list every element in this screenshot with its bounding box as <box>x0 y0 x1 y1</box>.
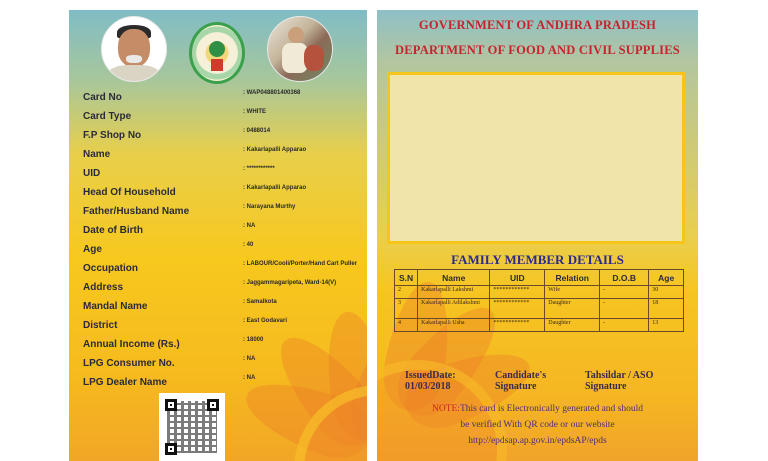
department-title: DEPARTMENT OF FOOD AND CIVIL SUPPLIES <box>395 43 680 57</box>
verification-note: NOTE:This card is Electronically generated and should be verified With QR code or our website http://epdsap.ap.gov.in/epdsAP/epds <box>377 401 698 449</box>
table-header-row <box>395 270 684 286</box>
candidate-signature: Candidate's Signature <box>495 370 547 392</box>
ration-card-back <box>377 10 698 461</box>
government-title: GOVERNMENT OF ANDHRA PRADESH <box>418 18 657 32</box>
field-head-of-household: Head Of Household : Kakarlapalli Apparao <box>83 187 363 206</box>
field-name: Name : Kakarlapalli Apparao <box>83 149 363 168</box>
col-sn: S.N <box>395 270 418 286</box>
field-uid: UID : ************ <box>83 168 363 187</box>
epds-website-link[interactable]: http://epdsap.ap.gov.in/epdsAP/epds <box>468 436 607 446</box>
cardholder-details <box>83 92 363 396</box>
col-name: Name <box>418 270 490 286</box>
qr-code <box>159 393 225 461</box>
field-card-no: Card No : WAP048801400368 <box>83 92 363 111</box>
field-district: District : East Godavari <box>83 320 363 339</box>
family-member-table <box>394 269 684 332</box>
field-annual-income: Annual Income (Rs.) : 18000 <box>83 339 363 358</box>
field-date-of-birth: Date of Birth : NA <box>83 225 363 244</box>
table-row: 4 Kakarlapalli Usha ************ Daughter - 13 <box>395 319 684 332</box>
chief-minister-portrait <box>101 16 167 82</box>
table-row: 2 Kakarlapalli Lakshmi ************ Wife - 30 <box>395 286 684 299</box>
photo-placeholder <box>387 72 685 244</box>
field-card-type: Card Type : WHITE <box>83 111 363 130</box>
ration-card-front <box>69 10 367 461</box>
field-fp-shop-no: F.P Shop No : 0488014 <box>83 130 363 149</box>
field-age: Age : 40 <box>83 244 363 263</box>
andhra-pradesh-emblem-icon <box>189 22 245 84</box>
field-address: Address : Jaggammagaripeta, Ward-14(V) <box>83 282 363 301</box>
tahsildar-signature: Tahsildar / ASO Signature <box>585 370 654 392</box>
family-member-details-title: FAMILY MEMBER DETAILS <box>451 252 624 267</box>
field-father-husband-name: Father/Husband Name : Narayana Murthy <box>83 206 363 225</box>
field-lpg-dealer-name: LPG Dealer Name : NA <box>83 377 363 396</box>
table-row: 3 Kakarlapalli Adilakshmi ************ Daughter - 18 <box>395 299 684 319</box>
col-relation: Relation <box>545 270 600 286</box>
field-occupation: Occupation : LABOUR/Cooli/Porter/Hand Cart Puller <box>83 263 363 282</box>
issued-date: IssuedDate: 01/03/2018 <box>405 370 456 392</box>
field-lpg-consumer-no: LPG Consumer No. : NA <box>83 358 363 377</box>
col-uid: UID <box>490 270 545 286</box>
distribution-photo <box>267 16 333 82</box>
col-dob: D.O.B <box>600 270 649 286</box>
col-age: Age <box>649 270 684 286</box>
field-mandal-name: Mandal Name : Samalkota <box>83 301 363 320</box>
